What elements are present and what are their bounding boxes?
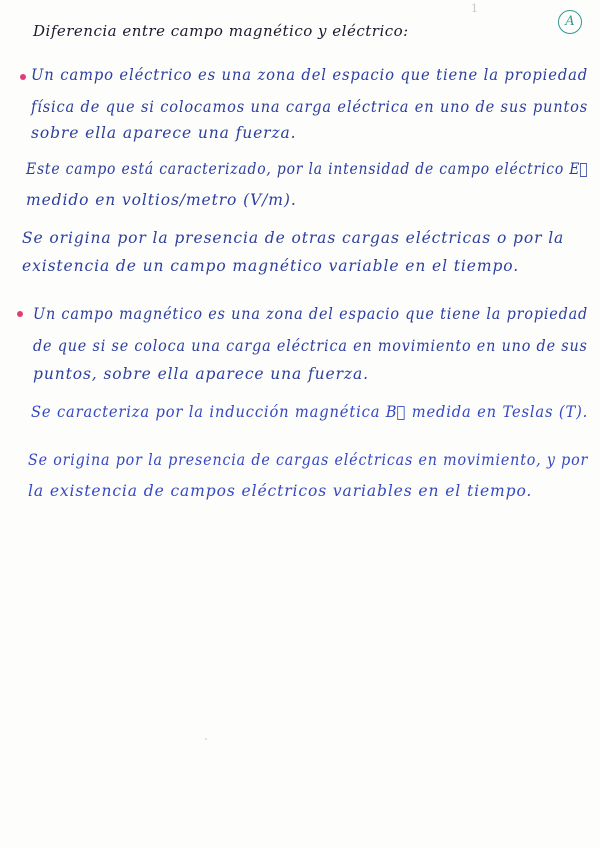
magnetic-def-line-2: de que si se coloca una carga eléctrica en movimiento en uno de sus: [33, 337, 588, 355]
bullet-magnetic-field: [17, 311, 23, 317]
magnetic-def-line-3: puntos, sobre ella aparece una fuerza.: [33, 365, 369, 383]
corner-mark: 1: [471, 2, 478, 15]
magnetic-origin-line-1: Se origina por la presencia de cargas eléctricas en movimiento, y por: [28, 451, 589, 469]
electric-def-line-3: sobre ella aparece una fuerza.: [31, 124, 297, 142]
electric-def-line-2: física de que si colocamos una carga eléctrica en uno de sus puntos: [31, 98, 589, 116]
electric-intensity-line-1: Este campo está caracterizado, por la intensidad de campo eléctrico E⃗: [26, 160, 589, 178]
magnetic-induction-line: Se caracteriza por la inducción magnética B⃗ medida en Teslas (T).: [31, 403, 589, 421]
electric-origin-line-2: existencia de un campo magnético variable en el tiempo.: [22, 257, 520, 275]
paper-speck: [205, 738, 207, 740]
electric-origin-line-1: Se origina por la presencia de otras cargas eléctricas o por la: [22, 229, 565, 247]
electric-def-line-1: Un campo eléctrico es una zona del espacio que tiene la propiedad: [31, 66, 589, 84]
electric-intensity-line-2: medido en voltios/metro (V/m).: [26, 191, 297, 209]
page-title: Diferencia entre campo magnético y eléctrico:: [33, 22, 409, 40]
magnetic-def-line-1: Un campo magnético es una zona del espacio que tiene la propiedad: [33, 305, 589, 323]
magnetic-origin-line-2: la existencia de campos eléctricos variables en el tiempo.: [28, 482, 533, 500]
bullet-electric-field: [20, 74, 26, 80]
page-number-circle: A: [558, 10, 582, 34]
